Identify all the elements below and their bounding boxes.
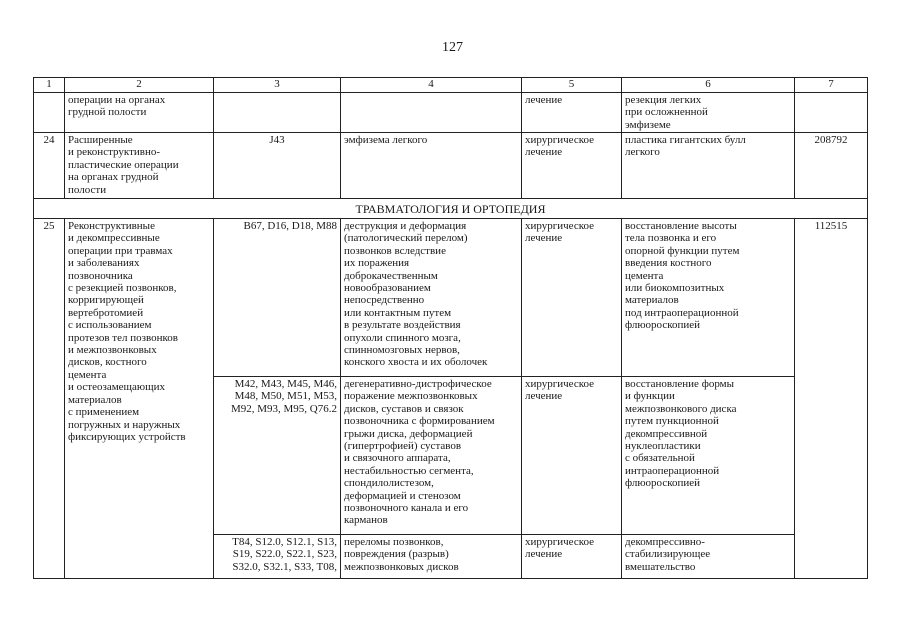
table-row-25-sub-1	[34, 219, 868, 377]
procedure-name-cell: Реконструктивные и декомпрессивные операции при травмах и заболеваниях позвоночника с резекцией позвонков, корригирующей вертебротомией с использованием протезов тел позвонков и межпозвонковых дисков, костного цемента и остеозамещающих материалов с применением погружных и наружных фиксирующих устройств	[65, 219, 214, 579]
cost-cell: 208792	[795, 133, 868, 199]
icd-codes-cell: M42, M43, M45, M46, M48, M50, M51, M53, M92, M93, M95, Q76.2	[214, 377, 341, 535]
treatment-type-cell: хирургическое лечение	[522, 535, 622, 579]
cost-cell: 112515	[795, 219, 868, 579]
table-row-24	[34, 133, 868, 199]
patient-model-cell: деструкция и деформация (патологический перелом) позвонков вследствие их поражения доброкачественным новообразованием непосредственно или контактным путем в результате воздействия опухоли спинного мозга, спинномозговых нервов, конского хвоста и их оболочек	[341, 219, 522, 377]
treatment-type-cell: хирургическое лечение	[522, 377, 622, 535]
column-header-1: 1	[34, 78, 65, 93]
section-header-row	[34, 199, 868, 219]
page-number: 127	[442, 40, 463, 55]
treatment-method-cell: восстановление высоты тела позвонка и его опорной функции путем введения костного цемента или биокомпозитных материалов под интраоперационной флюороскопией	[622, 219, 795, 377]
icd-codes-cell: T84, S12.0, S12.1, S13, S19, S22.0, S22.1, S23, S32.0, S32.1, S33, T08,	[214, 535, 341, 579]
patient-model-cell	[341, 93, 522, 133]
table-row-continuation	[34, 93, 868, 133]
column-header-2: 2	[65, 78, 214, 93]
cost-cell	[795, 93, 868, 133]
column-header-5: 5	[522, 78, 622, 93]
column-header-4: 4	[341, 78, 522, 93]
row-number-cell	[34, 93, 65, 133]
treatment-method-cell: восстановление формы и функции межпозвонкового диска путем пункционной декомпрессивной нуклеопластики с обязательной интраоперационной флюороскопией	[622, 377, 795, 535]
procedure-name-cell: Расширенные и реконструктивно- пластические операции на органах грудной полости	[65, 133, 214, 199]
icd-codes-cell: J43	[214, 133, 341, 199]
treatment-type-cell: лечение	[522, 93, 622, 133]
column-header-3: 3	[214, 78, 341, 93]
column-number-header-row	[34, 78, 868, 93]
treatment-type-cell: хирургическое лечение	[522, 219, 622, 377]
patient-model-cell: переломы позвонков, повреждения (разрыв) межпозвонковых дисков	[341, 535, 522, 579]
treatment-type-cell: хирургическое лечение	[522, 133, 622, 199]
row-number-cell: 25	[34, 219, 65, 579]
column-header-7: 7	[795, 78, 868, 93]
treatment-method-cell: резекция легких при осложненной эмфиземе	[622, 93, 795, 133]
section-title: ТРАВМАТОЛОГИЯ И ОРТОПЕДИЯ	[34, 199, 868, 219]
icd-codes-cell: B67, D16, D18, M88	[214, 219, 341, 377]
patient-model-cell: дегенеративно-дистрофическое поражение межпозвонковых дисков, суставов и связок позвоночника с формированием грыжи диска, деформацией (гипертрофией) суставов и связочного аппарата, нестабильностью сегмента, спондилолистезом, деформацией и стенозом позвоночного канала и его карманов	[341, 377, 522, 535]
column-header-6: 6	[622, 78, 795, 93]
procedure-name-cell: операции на органах грудной полости	[65, 93, 214, 133]
medical-care-table	[33, 77, 868, 579]
treatment-method-cell: декомпрессивно- стабилизирующее вмешательство	[622, 535, 795, 579]
patient-model-cell: эмфизема легкого	[341, 133, 522, 199]
treatment-method-cell: пластика гигантских булл легкого	[622, 133, 795, 199]
icd-codes-cell	[214, 93, 341, 133]
row-number-cell: 24	[34, 133, 65, 199]
